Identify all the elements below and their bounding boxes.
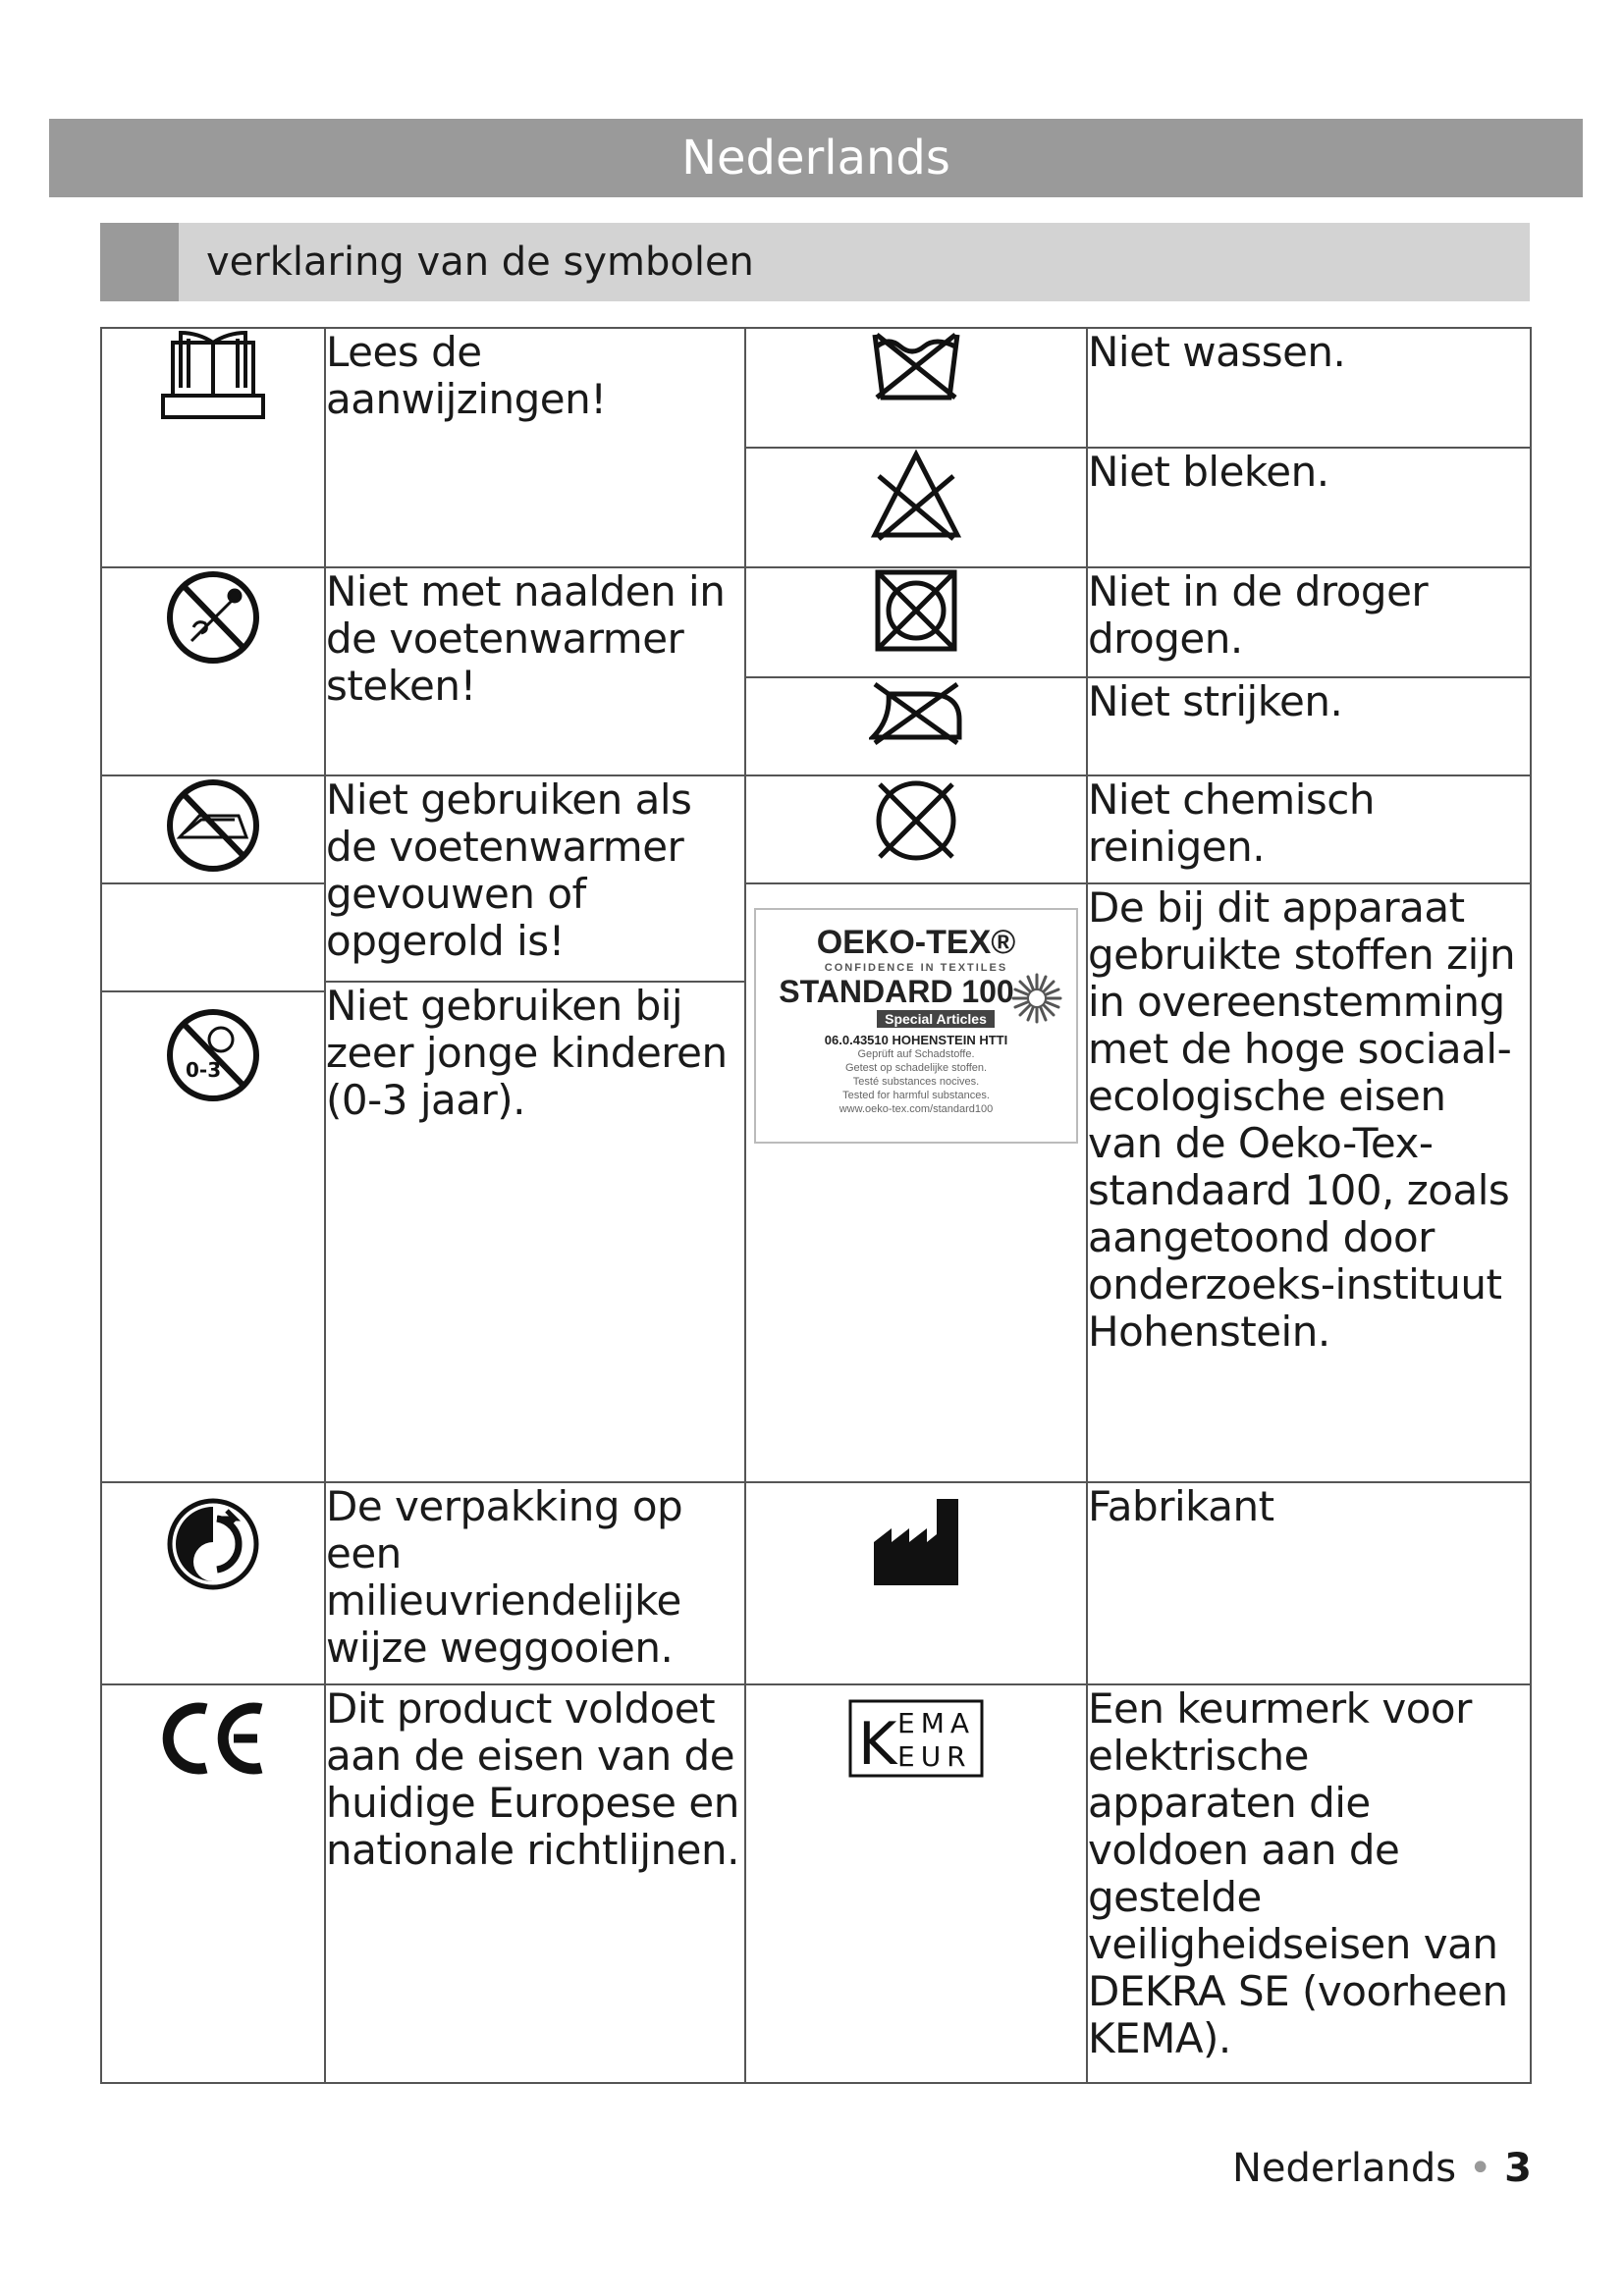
table-row	[101, 883, 1531, 982]
no-dryclean-icon	[872, 776, 960, 865]
oekotex-flower-icon	[1009, 971, 1064, 1026]
no-wash-icon	[869, 329, 963, 401]
oekotex-tagline: CONFIDENCE IN TEXTILES	[824, 962, 1008, 974]
page-footer	[1232, 2146, 1532, 2191]
page-number: 3	[1504, 2146, 1532, 2191]
symbol-cell	[101, 328, 325, 567]
symbol-description: Dit product voldoet aan de eisen van de huidige Europese en nationale richtlijnen.	[325, 1684, 745, 2083]
section-title: verklaring van de symbolen	[206, 240, 754, 285]
kema-k: K	[858, 1710, 897, 1778]
oekotex-cell	[745, 883, 1087, 1482]
symbol-cell	[745, 328, 1087, 448]
symbol-cell	[745, 1482, 1087, 1684]
symbol-description: Niet strijken.	[1087, 677, 1531, 775]
symbol-cell	[101, 991, 325, 1482]
symbol-description: Lees de aanwijzingen!	[325, 328, 745, 567]
kema-bottom: EUR	[897, 1740, 972, 1773]
footer-separator: •	[1468, 2146, 1492, 2191]
no-tumble-dry-icon	[872, 568, 960, 653]
oekotex-category: Special Articles	[877, 1010, 995, 1028]
table-row	[101, 1684, 1531, 2083]
oekotex-certificate: 06.0.43510 HOHENSTEIN HTTI	[824, 1033, 1008, 1047]
symbol-cell	[745, 1684, 1087, 2083]
symbol-cell	[745, 775, 1087, 883]
symbol-cell	[101, 1482, 325, 1684]
no-bleach-icon	[869, 449, 963, 543]
symbol-table	[100, 327, 1532, 2084]
ce-mark-icon	[159, 1699, 267, 1778]
symbol-description: Niet gebruiken bij zeer jonge kinderen (0-3 jaar).	[325, 982, 745, 1482]
symbol-cell	[101, 1684, 325, 2083]
symbol-description: Niet chemisch reinigen.	[1087, 775, 1531, 883]
green-dot-icon	[166, 1497, 260, 1591]
symbol-description: Niet met naalden in de voetenwarmer steken!	[325, 567, 745, 775]
symbol-description: De verpakking op een milieuvriendelijke wijze weggooien.	[325, 1482, 745, 1684]
oekotex-line: Tested for harmful substances.	[842, 1090, 990, 1101]
footer-language: Nederlands	[1231, 2146, 1457, 2191]
language-banner: Nederlands	[49, 119, 1583, 197]
symbol-cell	[101, 775, 325, 883]
symbol-description: Niet in de droger drogen.	[1087, 567, 1531, 677]
no-children-icon	[164, 1006, 262, 1104]
oekotex-label	[754, 908, 1078, 1144]
symbol-cell	[101, 883, 325, 991]
oekotex-brand: OEKO-TEX®	[816, 924, 1016, 961]
no-fold-icon	[164, 776, 262, 875]
oekotex-line: Geprüft auf Schadstoffe.	[857, 1048, 975, 1060]
symbol-description: Een keurmerk voor elektrische apparaten die voldoen aan de gestelde veiligheidseisen van DEKRA SE (voorheen KEMA).	[1087, 1684, 1531, 2083]
factory-icon	[872, 1497, 960, 1587]
oekotex-url: www.oeko-tex.com/standard100	[839, 1103, 994, 1115]
symbol-description: Niet bleken.	[1087, 448, 1531, 567]
kema-keur-icon	[848, 1699, 984, 1778]
symbol-cell	[745, 677, 1087, 775]
oekotex-standard: STANDARD 100	[779, 974, 1014, 1009]
section-header	[100, 223, 1530, 301]
symbol-cell	[745, 567, 1087, 677]
no-needles-icon	[164, 568, 262, 667]
symbol-cell	[101, 567, 325, 775]
no-iron-icon	[869, 678, 963, 747]
symbol-description: Niet gebruiken als de voetenwarmer gevouwen of opgerold is!	[325, 775, 745, 982]
table-row	[101, 328, 1531, 448]
kema-top: EMA	[897, 1707, 976, 1739]
symbol-description: Niet wassen.	[1087, 328, 1531, 448]
table-row	[101, 567, 1531, 677]
age-label: 0-3	[186, 1058, 222, 1082]
symbol-description: De bij dit apparaat gebruikte stoffen zijn in overeenstemming met de hoge sociaal-ecologische eisen van de Oeko-Tex-standaard 100, zoals aangetoond door onderzoeks-instituut Hohenstein.	[1087, 883, 1531, 1482]
oekotex-line: Testé substances nocives.	[852, 1076, 980, 1088]
symbol-cell	[745, 448, 1087, 567]
table-row	[101, 1482, 1531, 1684]
section-marker	[100, 223, 179, 301]
symbol-description: Fabrikant	[1087, 1482, 1531, 1684]
oekotex-line: Getest op schadelijke stoffen.	[844, 1062, 988, 1074]
book-icon	[159, 329, 267, 422]
table-row	[101, 775, 1531, 883]
